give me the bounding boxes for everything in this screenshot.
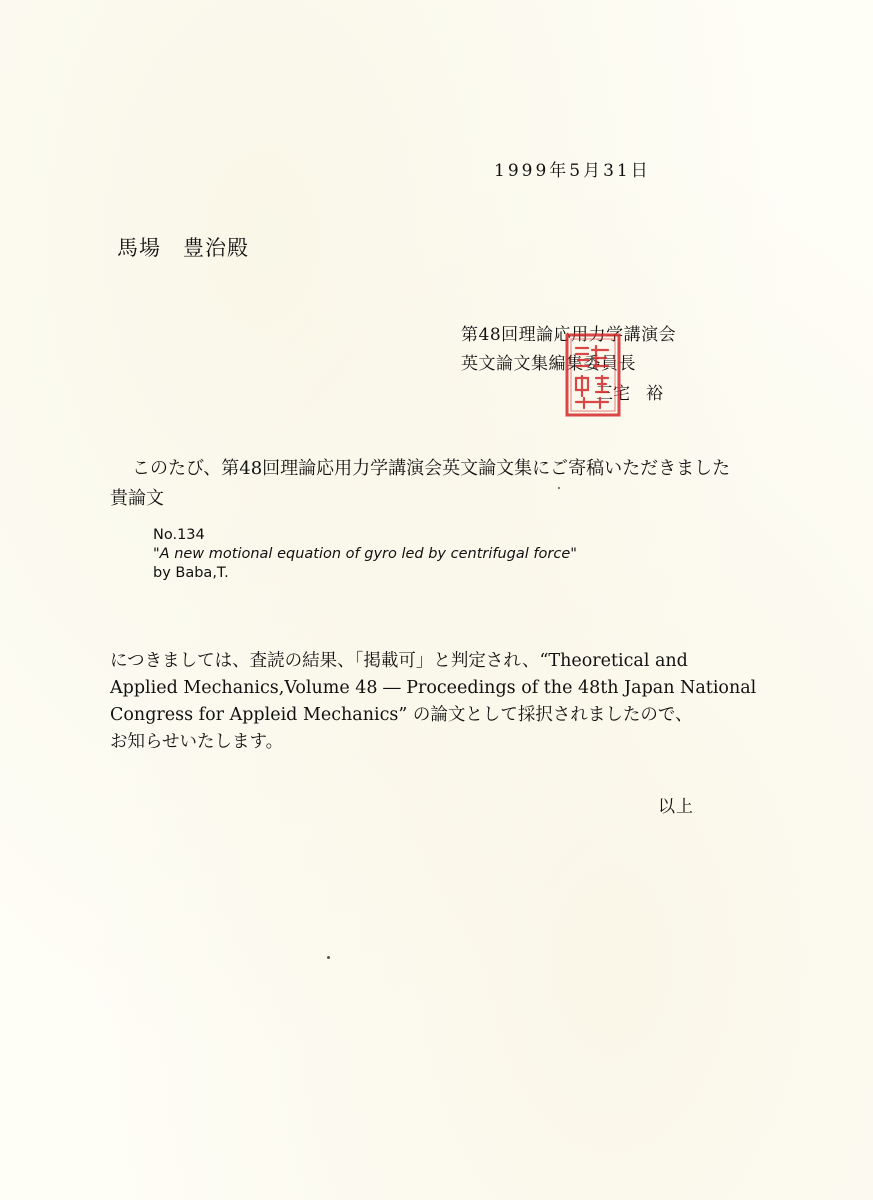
sender-family-name: 三宅 — [596, 384, 630, 404]
result-line: Congress for Appleid Mechanics” の論文として採択されましたので、 — [110, 705, 693, 725]
paper-reference-block — [153, 526, 577, 583]
result-line: につきましては、査読の結果、「掲載可」と判定され、“Theoretical and — [110, 651, 688, 671]
sender-affiliation-line2: 英文論文集編集委員長 — [461, 354, 636, 374]
paper-speck — [558, 487, 560, 489]
paper-number: No.134 — [153, 527, 205, 543]
recipient-family-name: 馬場 — [117, 236, 161, 260]
paper-speck — [327, 956, 330, 959]
result-line: Applied Mechanics,Volume 48 ― Proceedings of the 48th Japan National — [110, 678, 757, 698]
sender-affiliation-line1: 第48回理論応用力学講演会 — [461, 325, 677, 345]
paper-authors: by Baba,T. — [153, 565, 229, 581]
paper-title: "A new motional equation of gyro led by centrifugal force" — [153, 546, 577, 562]
recipient-name — [117, 232, 249, 262]
sender-given-name: 裕 — [646, 384, 663, 404]
result-line: お知らせいたします。 — [110, 732, 284, 752]
intro-text: このたび、第48回理論応用力学講演会英文論文集にご寄稿いただきました貴論文 — [110, 458, 731, 509]
body-paragraph-intro — [110, 454, 740, 514]
closing-mark: 以上 — [658, 797, 694, 817]
official-seal-stamp — [564, 332, 622, 418]
letter-date: 1999年5月31日 — [494, 161, 651, 181]
recipient-given-name: 豊治殿 — [183, 236, 249, 260]
body-paragraph-result — [110, 648, 756, 756]
